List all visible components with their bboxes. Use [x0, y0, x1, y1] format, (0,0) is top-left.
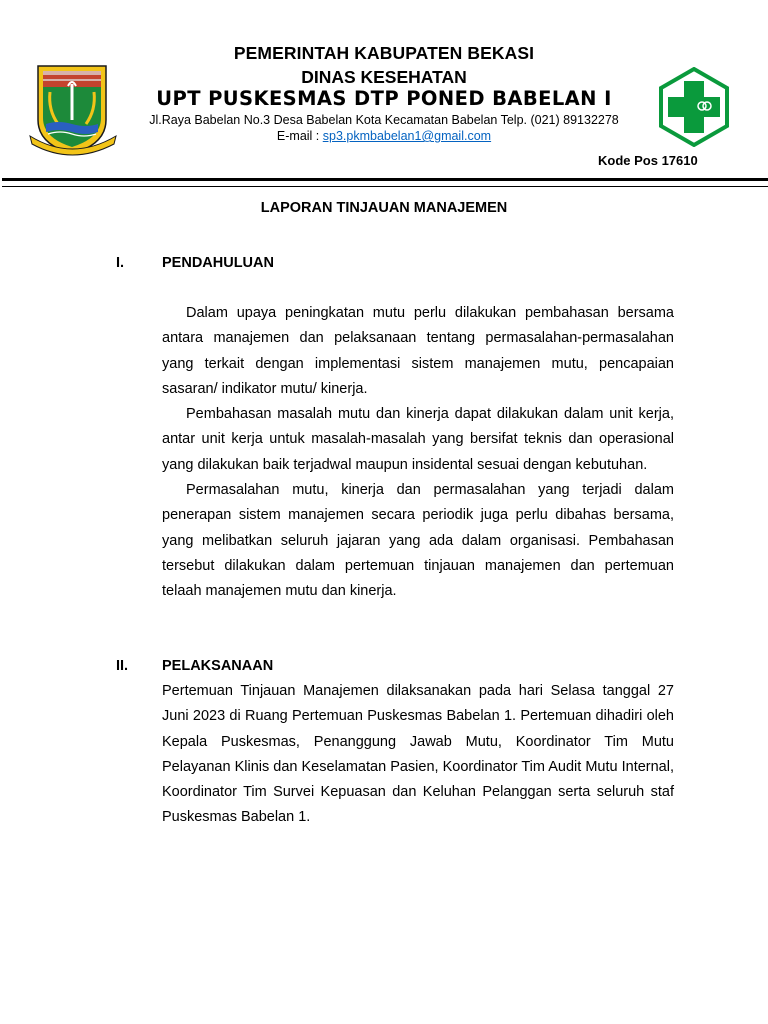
section-2-body	[162, 679, 674, 831]
section-1-body	[162, 301, 674, 605]
section-2-title: PELAKSANAAN	[162, 658, 274, 674]
section-1-paragraph-2: Pembahasan masalah mutu dan kinerja dapat dilakukan dalam unit kerja, antar unit kerja untuk masalah-masalah yang bersifat teknis dan operasional yang dilakukan baik terjadwal maupun insidental sesuai dengan kebutuhan.	[162, 406, 674, 473]
section-1-number: I.	[116, 255, 125, 271]
section-2-number: II.	[116, 658, 129, 674]
email-label: E-mail :	[276, 129, 323, 143]
header-government: PEMERINTAH KABUPATEN BEKASI	[233, 43, 535, 63]
header-address: Jl.Raya Babelan No.3 Desa Babelan Kota Kecamatan Babelan Telp. (021) 89132278	[149, 113, 619, 127]
section-1-paragraph-1: Dalam upaya peningkatan mutu perlu dilakukan pembahasan bersama antara manajemen dan pelaksanaan tentang permasalahan-permasalahan yang terkait dengan implementasi sistem manajemen mutu, pencapaian sasaran/ indikator mutu/ kinerja.	[162, 305, 674, 397]
header-department: DINAS KESEHATAN	[301, 67, 467, 87]
section-2-paragraph-1: Pertemuan Tinjauan Manajemen dilaksanakan pada hari Selasa tanggal 27 Juni 2023 di Ruang Pertemuan Puskesmas Babelan 1. Pertemuan dihadiri oleh Kepala Puskesmas, Penanggung Jawab Mutu, Koordinator Tim Mutu Pelayanan Klinis dan Keselamatan Pasien, Koordinator Tim Audit Mutu Internal, Koordinator Tim Survei Kepuasan dan Keluhan Pelanggan serta seluruh staf Puskesmas Babelan 1.	[162, 683, 674, 826]
header-institution: UPT PUSKESMAS DTP PONED BABELAN I	[156, 87, 612, 110]
postal-code: Kode Pos 17610	[598, 153, 698, 168]
document-title: LAPORAN TINJAUAN MANAJEMEN	[260, 200, 508, 216]
header-email-line	[0, 129, 768, 143]
section-1-title: PENDAHULUAN	[162, 255, 274, 271]
section-1-paragraph-3: Permasalahan mutu, kinerja dan permasalahan yang terjadi dalam penerapan sistem manajemen secara periodik juga perlu dibahas bersama, yang melibatkan seluruh jajaran yang ada dalam organisasi. Pembahasan tersebut dilakukan dalam pertemuan tinjauan manajemen dan pertemuan telaah manajemen mutu dan kinerja.	[162, 482, 674, 600]
email-link[interactable]: sp3.pkmbabelan1@gmail.com	[322, 129, 492, 143]
header-divider-thick	[2, 178, 768, 181]
header-divider-thin	[2, 186, 768, 187]
